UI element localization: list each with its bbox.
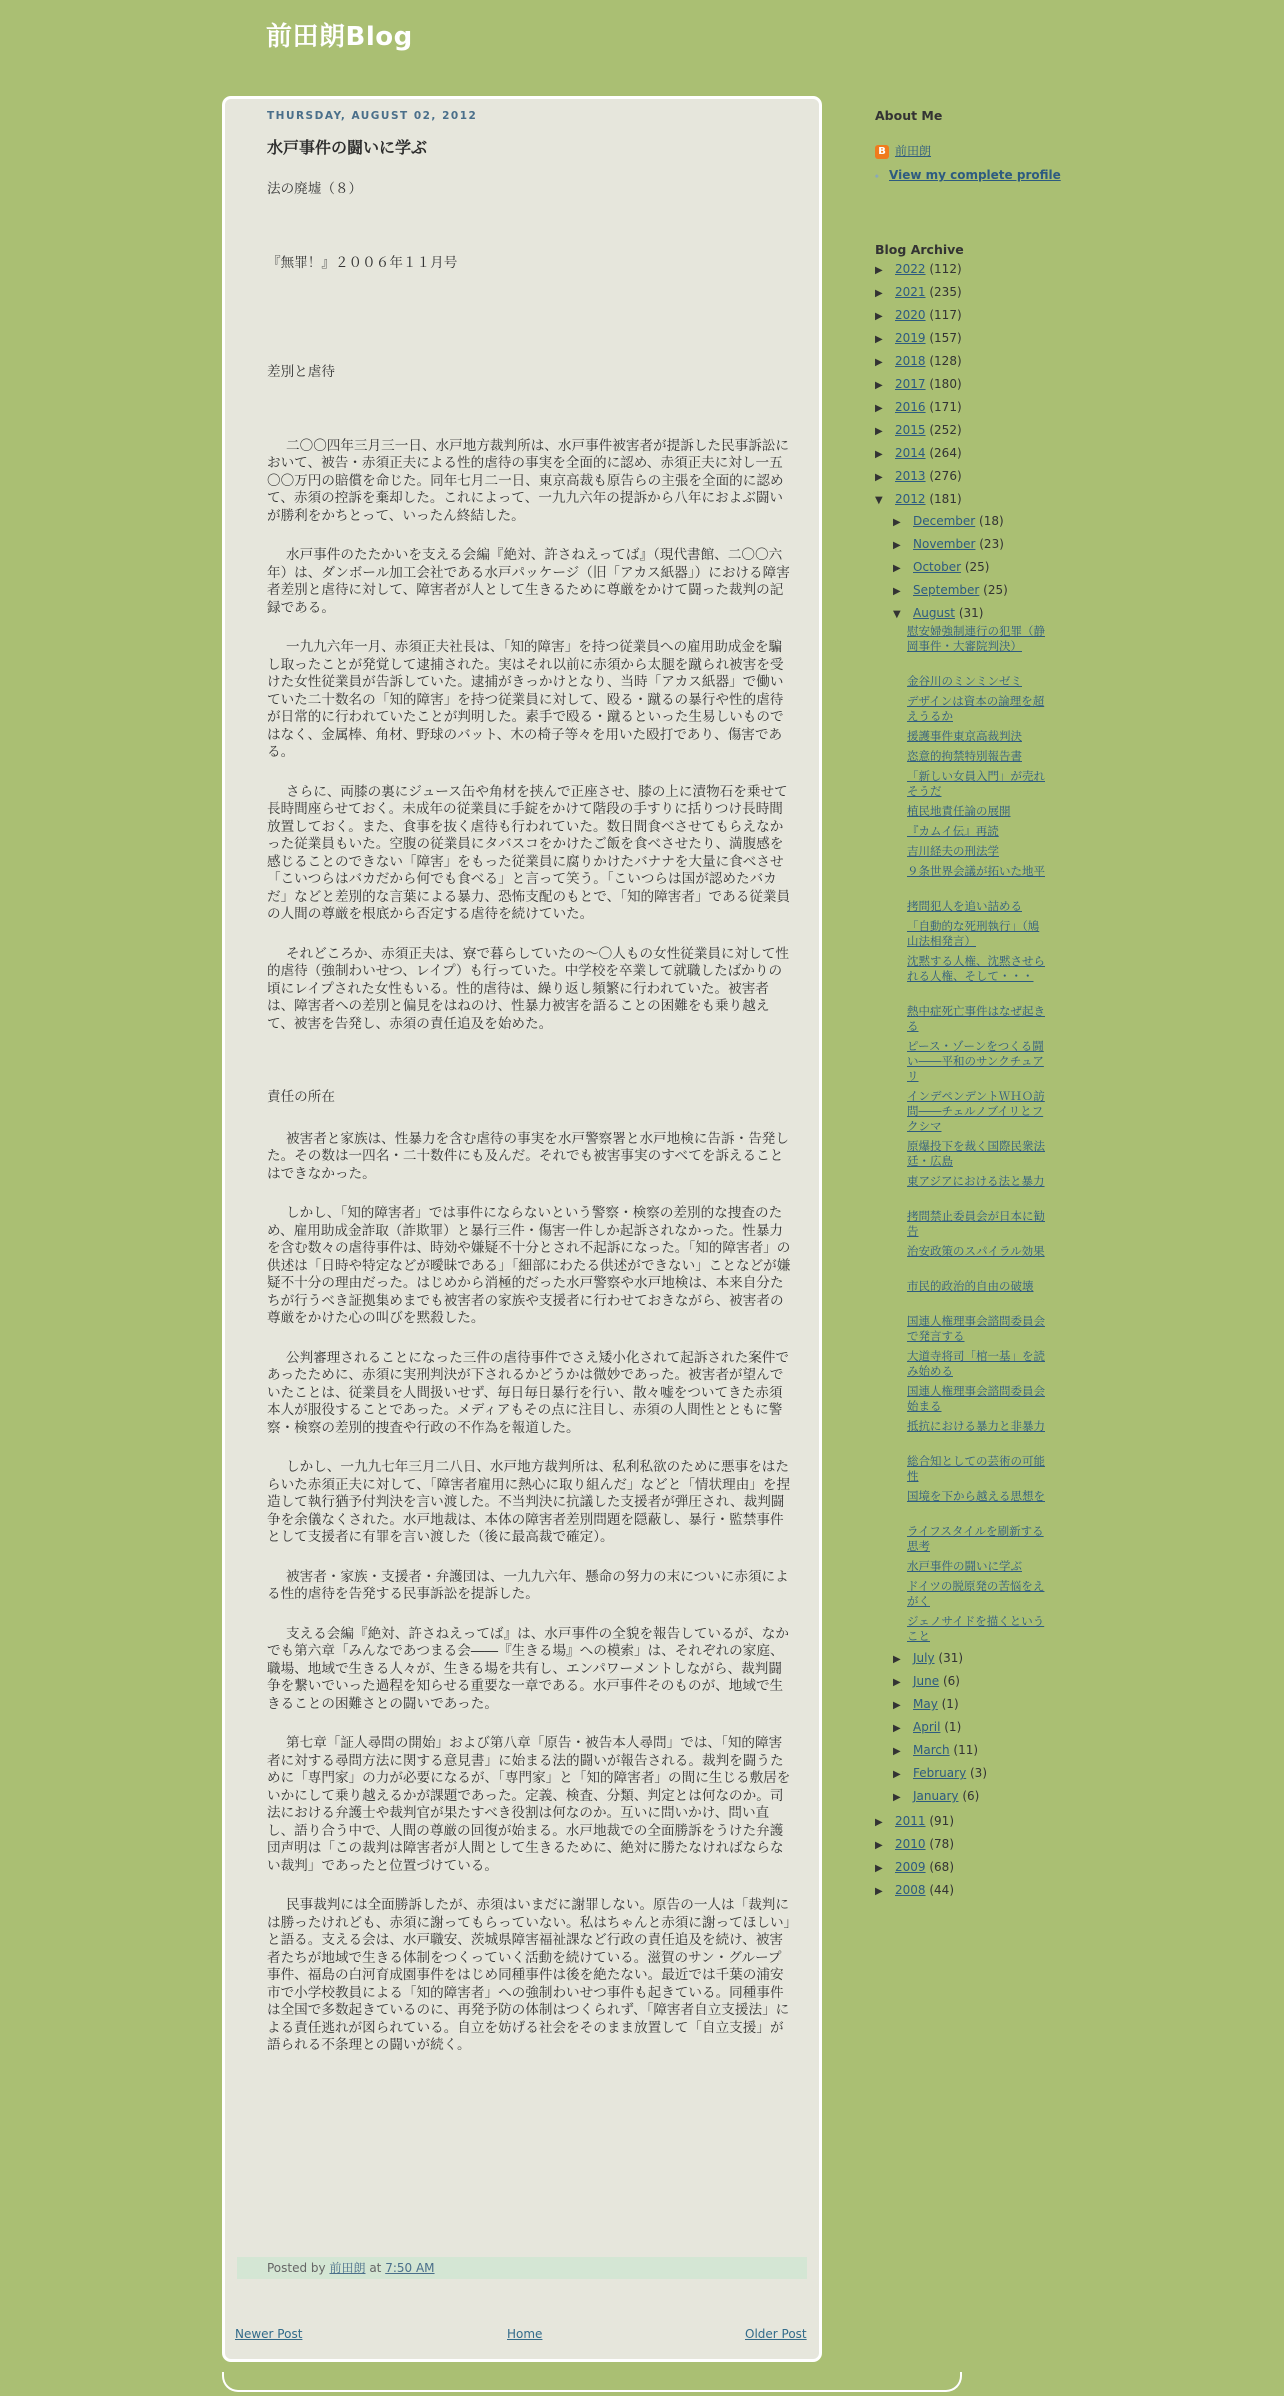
archive-post-link[interactable]: 治安政策のスパイラル効果 bbox=[907, 1244, 1045, 1258]
archive-year-count: (128) bbox=[925, 354, 962, 368]
archive-month-link[interactable]: January bbox=[913, 1789, 959, 1803]
triangle-right-icon[interactable]: ▶ bbox=[875, 334, 883, 345]
triangle-right-icon[interactable]: ▶ bbox=[893, 586, 901, 597]
post-paragraph: 公判審理されることになった三件の虐待事件でさえ矮小化されて起訴された案件であったために、赤須に実刑判決が下されるかどうかは微妙であった。被害者が望んでいたことは、従業員を人間扱いせず、毎日毎日暴行を行い、散々嘘をついてきた赤須本人が服役することであった。メディアもその点に注目し、赤須の人間性とともに警察・検察の差別的捜査や行政の不作為を報道した。 bbox=[267, 1349, 789, 1436]
post-author-link[interactable]: 前田朗 bbox=[329, 2261, 366, 2275]
archive-post-link[interactable]: 恣意的拘禁特別報告書 bbox=[907, 749, 1022, 763]
post-paragraph: しかし、「知的障害者」では事件にならないという警察・検察の差別的な捜査のため、雇用助成金詐取（詐欺罪）と暴行三件・傷害一件しか起訴されなかった。性暴力を含む数々の虐待事件は、時効や嫌疑不十分とされ不起訴になった。「知的障害者」の供述は「日時や特定などが曖昧である」「細部にわたる供述ができない」ことなどが嫌疑不十分の理由だった。はじめから消極的だった水戸警察や水戸地検は、本来自分たちが行うべき証拠集めまでも被害者の家族や支援者に行わせておきながら、被害者の尊厳をかけた心の叫びを黙殺した。 bbox=[267, 1205, 791, 1326]
archive-month bbox=[893, 1651, 963, 1665]
post-paragraph: 二〇〇四年三月三一日、水戸地方裁判所は、水戸事件被害者が提訴した民事訴訟において、被告・赤須正夫による性的虐待の事実を全面的に認め、赤須正夫に対し一五〇〇万円の賠償を命じた。同年七月二一日、東京高裁も原告らの主張を全面的に認めて、赤須の控訴を棄却した。これによって、一九九六年の提訴から八年におよぶ闘いが勝利をかちとって、いったん終結した。 bbox=[267, 437, 789, 524]
archive-year bbox=[875, 423, 962, 437]
archive-month-link[interactable]: October bbox=[913, 560, 962, 574]
archive-year bbox=[875, 1883, 954, 1897]
archive-year-count: (68) bbox=[925, 1860, 954, 1874]
archive-year bbox=[875, 1814, 954, 1828]
archive-post-link[interactable]: デザインは資本の論理を超えうるか bbox=[907, 694, 1045, 723]
triangle-right-icon[interactable]: ▶ bbox=[875, 311, 883, 322]
triangle-right-icon[interactable]: ▶ bbox=[875, 288, 883, 299]
triangle-right-icon[interactable]: ▶ bbox=[875, 1886, 883, 1897]
triangle-down-icon[interactable]: ▼ bbox=[893, 609, 901, 620]
archive-post-link[interactable]: ジェノサイドを描くということ bbox=[907, 1614, 1045, 1643]
archive-year-count: (78) bbox=[925, 1837, 954, 1851]
archive-year-count: (264) bbox=[925, 446, 962, 460]
archive-month bbox=[893, 1697, 959, 1711]
archive-month-count: (3) bbox=[966, 1766, 987, 1780]
archive-year bbox=[875, 354, 962, 368]
archive-year-link[interactable]: 2009 bbox=[895, 1860, 926, 1874]
archive-post-link[interactable]: 吉川経夫の刑法学 bbox=[907, 844, 999, 858]
archive-year-count: (276) bbox=[925, 469, 962, 483]
archive-post-link[interactable]: 抵抗における暴力と非暴力 bbox=[907, 1419, 1045, 1433]
archive-month-link[interactable]: September bbox=[913, 583, 980, 597]
post-body bbox=[267, 181, 795, 2077]
archive-post-link[interactable]: 「自動的な死刑執行」（鳩山法相発言） bbox=[907, 919, 1040, 948]
triangle-right-icon[interactable]: ▶ bbox=[875, 472, 883, 483]
archive-post-link[interactable]: 金谷川のミンミンゼミ bbox=[907, 674, 1022, 688]
home-link[interactable]: Home bbox=[507, 2327, 543, 2341]
archive-month-link[interactable]: April bbox=[913, 1720, 941, 1734]
profile-name-row bbox=[875, 142, 931, 159]
archive-year-link[interactable]: 2021 bbox=[895, 285, 926, 299]
section-heading: 差別と虐待 bbox=[267, 364, 335, 380]
archive-post-link[interactable]: 沈黙する人権、沈黙させられる人権、そして・・・ bbox=[907, 954, 1045, 983]
archive-year-count: (252) bbox=[925, 423, 962, 437]
archive-month-link[interactable]: March bbox=[913, 1743, 950, 1757]
panel-bottom-border bbox=[222, 2372, 962, 2392]
archive-month-count: (31) bbox=[934, 1651, 964, 1665]
archive-post-link[interactable]: 熱中症死亡事件はなぜ起きる bbox=[907, 1004, 1045, 1033]
archive-year-link[interactable]: 2010 bbox=[895, 1837, 926, 1851]
post-date: THURSDAY, AUGUST 02, 2012 bbox=[267, 110, 478, 122]
archive-month-link[interactable]: May bbox=[913, 1697, 938, 1711]
archive-year bbox=[875, 1837, 954, 1851]
archive-post-link[interactable]: 拷問犯人を追い詰める bbox=[907, 899, 1022, 913]
archive-post-link[interactable]: ライフスタイルを刷新する思考 bbox=[907, 1524, 1044, 1553]
archive-year-link[interactable]: 2015 bbox=[895, 423, 926, 437]
post-paragraph: 民事裁判には全面勝訴したが、赤須はいまだに謝罪しない。原告の一人は「裁判には勝ったけれども、赤須に謝ってもらっていない。私はちゃんと赤須に謝ってほしい」と語る。支える会は、水戸職安、茨城県障害福祉課など行政の責任追及を続け、被害者たちが地域で生きる体制をつくっていく活動を続けている。滋賀のサン・グループ事件、福島の白河育成園事件をはじめ同種事件は後を絶たない。最近では千葉の浦安市で小学校教員による「知的障害者」への強制わいせつ事件も起きている。同種事件は全国で多数起きているのに、再発予防の体制はつくられず、「障害者自立支援法」による責任逃れが図られている。自立を妨げる社会をそのまま放置して「自立支援」が語られる不条理との闘いが続く。 bbox=[267, 1897, 791, 2053]
about-heading: About Me bbox=[875, 108, 943, 123]
archive-post-link[interactable]: ドイツの脱原発の苦悩をえがく bbox=[907, 1579, 1045, 1608]
post-paragraph: 『無罪！』２００６年１１月号 bbox=[267, 254, 458, 271]
archive-month bbox=[893, 1789, 979, 1803]
archive-month-link[interactable]: June bbox=[913, 1674, 940, 1688]
archive-month-count: (23) bbox=[975, 537, 1004, 551]
archive-year-link[interactable]: 2013 bbox=[895, 469, 926, 483]
archive-month bbox=[893, 1674, 960, 1688]
archive-post-link[interactable]: ９条世界会議が拓いた地平 bbox=[907, 864, 1045, 878]
blog-title[interactable]: 前田朗Blog bbox=[266, 22, 413, 52]
archive-year-link[interactable]: 2008 bbox=[895, 1883, 926, 1897]
archive-month-link[interactable]: November bbox=[913, 537, 976, 551]
archive-year-count: (91) bbox=[925, 1814, 954, 1828]
archive-month-link[interactable]: December bbox=[913, 514, 976, 528]
post-paragraph: 水戸事件のたたかいを支える会編『絶対、許さねえってば』（現代書館、二〇〇六年）は、ダンボール加工会社である水戸パッケージ（旧「アカス紙器」）における障害者差別と虐待に対して、障害者が人として生きるために尊厳をかけて闘った裁判の記録である。 bbox=[267, 547, 790, 616]
archive-year bbox=[875, 308, 962, 322]
archive-month bbox=[893, 583, 1008, 597]
archive-month-count: (25) bbox=[979, 583, 1008, 597]
archive-month-count: (6) bbox=[958, 1789, 980, 1803]
archive-post-link[interactable]: 大道寺将司「棺一基」を読み始める bbox=[907, 1349, 1045, 1378]
archive-year-count: (157) bbox=[925, 331, 962, 345]
archive-month-count: (18) bbox=[975, 514, 1004, 528]
sidebar bbox=[875, 108, 1075, 1897]
archive-month bbox=[893, 1743, 978, 1757]
archive-post-link[interactable]: 水戸事件の闘いに学ぶ bbox=[907, 1559, 1022, 1573]
archive-year bbox=[875, 469, 962, 483]
archive-year-count: (235) bbox=[925, 285, 962, 299]
archive-year bbox=[875, 400, 962, 414]
triangle-right-icon[interactable]: ▶ bbox=[893, 1654, 901, 1665]
archive-month-count: (1) bbox=[937, 1697, 959, 1711]
posted-by-label: Posted by bbox=[267, 2261, 326, 2275]
archive-post-link[interactable]: 『カムイ伝』再読 bbox=[907, 824, 999, 838]
archive-post-link[interactable]: 拷問禁止委員会が日本に勧告 bbox=[907, 1209, 1045, 1238]
archive-post-link[interactable]: 市民的政治的自由の破壊 bbox=[907, 1279, 1034, 1293]
archive-heading: Blog Archive bbox=[875, 242, 964, 257]
archive-month-open-count: (31) bbox=[955, 606, 984, 620]
archive-post-link[interactable]: 国境を下から越える思想を bbox=[907, 1489, 1045, 1503]
archive-year-open bbox=[875, 492, 962, 506]
triangle-right-icon[interactable]: ▶ bbox=[875, 380, 883, 391]
archive-month-count: (6) bbox=[939, 1674, 960, 1688]
triangle-right-icon[interactable]: ▶ bbox=[875, 403, 883, 414]
triangle-right-icon[interactable]: ▶ bbox=[875, 1863, 883, 1874]
archive-year bbox=[875, 446, 962, 460]
archive-month bbox=[893, 1720, 961, 1734]
blogger-icon: B bbox=[875, 145, 889, 159]
person-icon: ⬩ bbox=[875, 171, 879, 182]
triangle-right-icon[interactable]: ▶ bbox=[875, 1840, 883, 1851]
archive-year bbox=[875, 1860, 954, 1874]
archive-post-link[interactable]: ピース・ゾーンをつくる闘い――平和のサンクチュアリ bbox=[907, 1039, 1044, 1083]
post-panel bbox=[222, 96, 822, 2362]
triangle-right-icon[interactable]: ▶ bbox=[875, 357, 883, 368]
archive-year bbox=[875, 331, 962, 345]
triangle-right-icon[interactable]: ▶ bbox=[875, 265, 883, 276]
post-paragraph: さらに、両膝の裏にジュース缶や角材を挟んで正座させ、膝の上に漬物石を乗せて長時間座らせておく。未成年の従業員に手錠をかけて階段の手すりに括りつけ長時間放置しておく。また、食事を抜く虐待も行われていた。数日間食べさせてもらえなかった従業員もいた。空腹の従業員にタバスコをかけたご飯を食べさせたり、満腹感を感じることのできない「障害」をもった従業員に腐りかけたバナナを大量に食べさせ「こいつらはバカだから何でも食べる」と言って笑う。「こいつらは国が認めたバカだ」などと差別的な言葉による暴力、恐怖支配のもとで、「知的障害者」である従業員の人間の尊厳を根底から否定する虐待を続けていた。 bbox=[267, 783, 791, 922]
archive-year bbox=[875, 377, 962, 391]
archive-month-link[interactable]: February bbox=[913, 1766, 967, 1780]
post-paragraph: 第七章「証人尋問の開始」および第八章「原告・被告本人尋問」では、「知的障害者に対する尋問方法に関する意見書」に始まる法的闘いが報告される。裁判を闘うために「専門家」の力が必要になるが、「専門家」と「知的障害者」の間に生じる敷居をいかにして乗り越えるかが課題であった。定義、検査、分類、判定とは何なのか。司法における弁護士や裁判官が果たすべき役割は何なのか。互いに問いかけ、問い直し、語り合う中で、人間の尊厳の回復が始まる。水戸地裁での全面勝訴をうけた弁護団声明は「この裁判は障害者が人間として生きるために、絶対に勝たなければならない裁判」であったと位置づけている。 bbox=[267, 1735, 791, 1874]
triangle-right-icon[interactable]: ▶ bbox=[893, 1723, 901, 1734]
triangle-right-icon[interactable]: ▶ bbox=[875, 449, 883, 460]
triangle-right-icon[interactable]: ▶ bbox=[893, 563, 901, 574]
triangle-right-icon[interactable]: ▶ bbox=[893, 517, 901, 528]
archive-year-link[interactable]: 2020 bbox=[895, 308, 926, 322]
archive-year-link[interactable]: 2022 bbox=[895, 262, 926, 276]
archive-year bbox=[875, 285, 962, 299]
archive-month bbox=[893, 537, 1004, 551]
archive-month-open bbox=[893, 606, 983, 620]
archive-month bbox=[893, 514, 1004, 528]
archive-month bbox=[893, 560, 989, 574]
post-paragraph: 支える会編『絶対、許さねえってば』は、水戸事件の全貌を報告しているが、なかでも第六章「みんなであつまる会――『生きる場』への模索」は、それぞれの家庭、職場、地域で生きる人々が、生きる場を共有し、エンパワーメントしながら、裁判闘争を繋いでいった過程を知らせる重要な一章である。水戸事件そのものが、地域で生きることの困難さとの闘いであった。 bbox=[267, 1625, 789, 1712]
archive-month-count: (11) bbox=[949, 1743, 979, 1757]
archive-post-link[interactable]: 総合知としての芸術の可能性 bbox=[907, 1454, 1045, 1483]
triangle-right-icon[interactable]: ▶ bbox=[893, 1792, 901, 1803]
post-footer bbox=[237, 2257, 807, 2279]
archive-month-count: (1) bbox=[940, 1720, 962, 1734]
archive-month-count: (25) bbox=[961, 560, 990, 574]
triangle-right-icon[interactable]: ▶ bbox=[875, 426, 883, 437]
archive-year-link[interactable]: 2011 bbox=[895, 1814, 926, 1828]
post-paragraph: それどころか、赤須正夫は、寮で暮らしていたの～〇人もの女性従業員に対して性的虐待（強制わいせつ、レイプ）も行っていた。中学校を卒業して就職したばかりの頃にレイプされた女性もいる。性的虐待は、繰り返し頻繁に行われていた。被害者は、障害者への差別と偏見をはねのけ、性暴力被害を語ることの困難をも乗り越えて、被害を告発し、赤須の責任追及を始めた。 bbox=[267, 945, 789, 1032]
triangle-right-icon[interactable]: ▶ bbox=[875, 1817, 883, 1828]
triangle-right-icon[interactable]: ▶ bbox=[893, 1700, 901, 1711]
archive-year-open-count: (181) bbox=[925, 492, 962, 506]
post-paragraph: しかし、一九九七年三月二八日、水戸地方裁判所は、私利私欲のために悪事をはたらいた赤須正夫に対して、「障害者雇用に熱心に取り組んだ」などと「情状理由」を捏造して執行猶予付判決を言い渡した。不当判決に抗議した支援者が弾圧され、裁判闘争を余儀なくされた。水戸地裁は、本体の障害者差別問題を隠蔽し、暴行・監禁事件として支援者に有罪を言い渡した（後に最高裁で確定）。 bbox=[267, 1459, 791, 1545]
post-paragraph: 被害者と家族は、性暴力を含む虐待の事実を水戸警察署と水戸地検に告訴・告発した。その数は一四名・二十数件にも及んだ。それでも被害事実のすべてを訴えることはできなかった。 bbox=[267, 1130, 789, 1182]
archive-year-count: (171) bbox=[925, 400, 962, 414]
archive-post-link[interactable]: 慰安婦強制連行の犯罪（静岡事件・大審院判決） bbox=[907, 624, 1045, 653]
profile-link-row bbox=[875, 168, 1061, 182]
archive-year-link[interactable]: 2014 bbox=[895, 446, 926, 460]
archive-year-count: (117) bbox=[925, 308, 962, 322]
view-profile-link[interactable]: View my complete profile bbox=[889, 168, 1061, 182]
archive-post-link[interactable]: 東アジアにおける法と暴力 bbox=[907, 1174, 1045, 1188]
archive-year-count: (112) bbox=[925, 262, 962, 276]
section-heading: 責任の所在 bbox=[267, 1089, 335, 1105]
archive-post-link[interactable]: 国連人権理事会諮問委員会始まる bbox=[907, 1384, 1045, 1413]
triangle-right-icon[interactable]: ▶ bbox=[893, 1746, 901, 1757]
post-title: 水戸事件の闘いに学ぶ bbox=[267, 138, 428, 157]
archive-post-link[interactable]: 援護事件東京高裁判決 bbox=[907, 729, 1022, 743]
post-paragraph: 被害者・家族・支援者・弁護団は、一九九六年、懸命の努力の末についに赤須による性的虐待を告発する民事訴訟を提訴した。 bbox=[267, 1568, 789, 1602]
triangle-right-icon[interactable]: ▶ bbox=[893, 1677, 901, 1688]
triangle-right-icon[interactable]: ▶ bbox=[893, 540, 901, 551]
post-time-link[interactable]: 7:50 AM bbox=[385, 2261, 435, 2275]
archive-post-link[interactable]: 国連人権理事会諮問委員会で発言する bbox=[907, 1314, 1045, 1343]
archive-year-open-link[interactable]: 2012 bbox=[895, 492, 926, 506]
archive-month bbox=[893, 1766, 987, 1780]
archive-post-link[interactable]: 植民地責任論の展開 bbox=[907, 804, 1011, 818]
archive-month-open-link[interactable]: August bbox=[913, 606, 955, 620]
post-paragraph: 法の廃墟（８） bbox=[267, 181, 363, 197]
archive-year-link[interactable]: 2017 bbox=[895, 377, 926, 391]
posted-at-label: at bbox=[369, 2261, 382, 2275]
archive-year-link[interactable]: 2016 bbox=[895, 400, 926, 414]
archive-post-link[interactable]: 原爆投下を裁く国際民衆法廷・広島 bbox=[907, 1139, 1045, 1168]
archive-post-link[interactable]: インデペンデントＷＨＯ訪問――チェルノブイリとフクシマ bbox=[907, 1089, 1045, 1133]
newer-post-link[interactable]: Newer Post bbox=[235, 2327, 303, 2341]
archive-year-count: (180) bbox=[925, 377, 962, 391]
archive-month-link[interactable]: July bbox=[913, 1651, 935, 1665]
triangle-down-icon[interactable]: ▼ bbox=[875, 495, 883, 506]
post-paragraph: 一九九六年一月、赤須正夫社長は、「知的障害」を持つ従業員への雇用助成金を騙し取ったことが発覚して逮捕された。実はそれ以前に赤須から太腿を蹴られ被害を受けた女性従業員が告訴していた。逮捕がきっかけとなり、当時「アカス紙器」で働いていた二十数名の「知的障害」を持つ従業員に対して、殴る・蹴るの暴行や性的虐待が日常的に行われていたことが判明した。素手で殴る・蹴るといった生易しいものではなく、金属棒、角材、野球のバット、木の椅子等々を用いた殴打であり、傷害である。 bbox=[267, 639, 784, 760]
profile-name-link[interactable]: 前田朗 bbox=[895, 144, 932, 158]
older-post-link[interactable]: Older Post bbox=[745, 2327, 807, 2341]
archive-year-count: (44) bbox=[925, 1883, 954, 1897]
triangle-right-icon[interactable]: ▶ bbox=[893, 1769, 901, 1780]
archive-year-link[interactable]: 2019 bbox=[895, 331, 926, 345]
archive-post-link[interactable]: 「新しい女員入門」が売れそうだ bbox=[907, 769, 1045, 798]
archive-year-link[interactable]: 2018 bbox=[895, 354, 926, 368]
archive-year bbox=[875, 262, 962, 276]
